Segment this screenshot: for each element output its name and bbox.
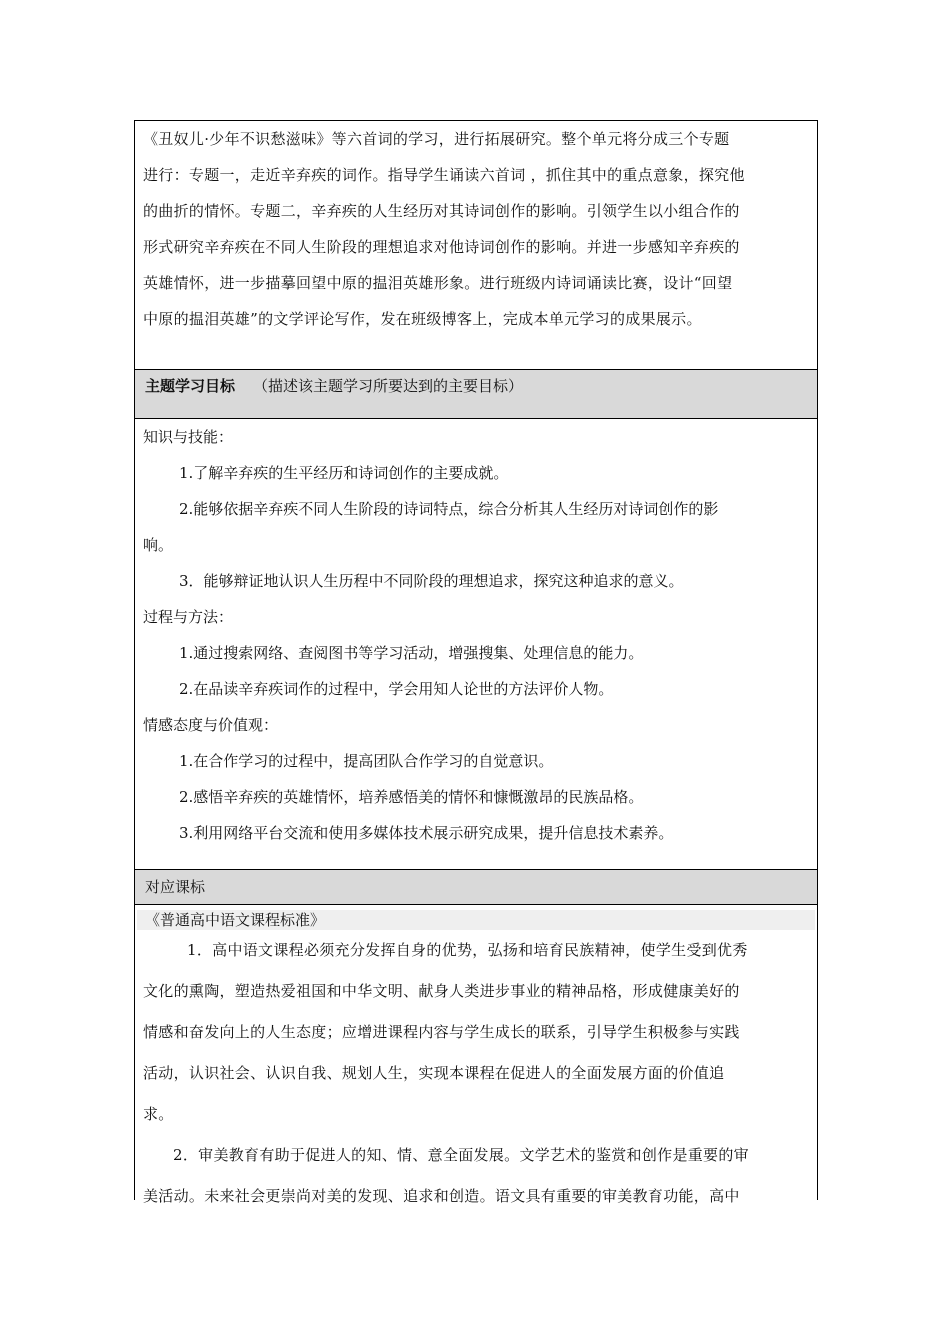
standards-cell xyxy=(135,905,817,1205)
unit-description-cell xyxy=(135,121,817,369)
knowledge-item: 2.能够依据辛弃疾不同人生阶段的诗词特点，综合分析其人生经历对诗词创作的影 xyxy=(179,500,719,518)
emotion-item: 3.利用网络平台交流和使用多媒体技术展示研究成果，提升信息技术素养。 xyxy=(179,824,674,842)
intro-line: 《丑奴儿·少年不识愁滋味》等六首词的学习，进行拓展研究。整个单元将分成三个专题 xyxy=(143,130,730,148)
emotion-heading: 情感态度与价值观： xyxy=(143,716,279,734)
knowledge-item-continuation: 响。 xyxy=(143,536,174,554)
standards-paragraph-line: 1．高中语文课程必须充分发挥自身的优势，弘扬和培育民族精神，使学生受到优秀 xyxy=(187,941,748,959)
goals-cell xyxy=(135,419,817,869)
knowledge-item: 1.了解辛弃疾的生平经历和诗词创作的主要成就。 xyxy=(179,464,509,482)
intro-line: 中原的揾泪英雄”的文学评论写作，发在班级博客上，完成本单元学习的成果展示。 xyxy=(143,310,702,328)
knowledge-heading: 知识与技能： xyxy=(143,428,234,446)
goals-header-title: 主题学习目标 xyxy=(145,377,236,395)
standards-paragraph-line: 活动，认识社会、认识自我、规划人生，实现本课程在促进人的全面发展方面的价值追 xyxy=(143,1064,725,1082)
standards-paragraph-line: 2．审美教育有助于促进人的知、情、意全面发展。文学艺术的鉴赏和创作是重要的审 xyxy=(173,1146,749,1164)
knowledge-item: 3．能够辩证地认识人生历程中不同阶段的理想追求，探究这种追求的意义。 xyxy=(179,572,684,590)
intro-line: 形式研究辛弃疾在不同人生阶段的理想追求对他诗词创作的影响。并进一步感知辛弃疾的 xyxy=(143,238,740,256)
intro-line: 的曲折的情怀。专题二，辛弃疾的人生经历对其诗词创作的影响。引领学生以小组合作的 xyxy=(143,202,740,220)
standards-header-row xyxy=(135,869,817,905)
goals-header-row xyxy=(135,369,817,419)
intro-line: 英雄情怀，进一步描摹回望中原的揾泪英雄形象。进行班级内诗词诵读比赛，设计“回望 xyxy=(143,274,733,292)
goals-header-note: （描述该主题学习所要达到的主要目标） xyxy=(253,377,524,395)
lesson-plan-table xyxy=(134,120,818,1205)
emotion-item: 2.感悟辛弃疾的英雄情怀，培养感悟美的情怀和慷慨激昂的民族品格。 xyxy=(179,788,644,806)
standards-paragraph-line: 文化的熏陶，塑造热爱祖国和中华文明、献身人类进步事业的精神品格，形成健康美好的 xyxy=(143,982,740,1000)
process-item: 2.在品读辛弃疾词作的过程中，学会用知人论世的方法评价人物。 xyxy=(179,680,614,698)
standards-header-title: 对应课标 xyxy=(145,878,206,896)
intro-line: 进行：专题一，走近辛弃疾的词作。指导学生诵读六首词 ，抓住其中的重点意象，探究他 xyxy=(143,166,745,184)
standards-paragraph-line: 情感和奋发向上的人生态度；应增进课程内容与学生成长的联系，引导学生积极参与实践 xyxy=(143,1023,740,1041)
standards-paragraph-line: 求。 xyxy=(143,1105,174,1123)
standards-paragraph-line: 美活动。未来社会更崇尚对美的发现、追求和创造。语文具有重要的审美教育功能，高中 xyxy=(143,1187,740,1205)
standards-source: 《普通高中语文课程标准》 xyxy=(137,910,815,930)
process-heading: 过程与方法： xyxy=(143,608,234,626)
emotion-item: 1.在合作学习的过程中，提高团队合作学习的自觉意识。 xyxy=(179,752,554,770)
process-item: 1.通过搜索网络、查阅图书等学习活动，增强搜集、处理信息的能力。 xyxy=(179,644,644,662)
